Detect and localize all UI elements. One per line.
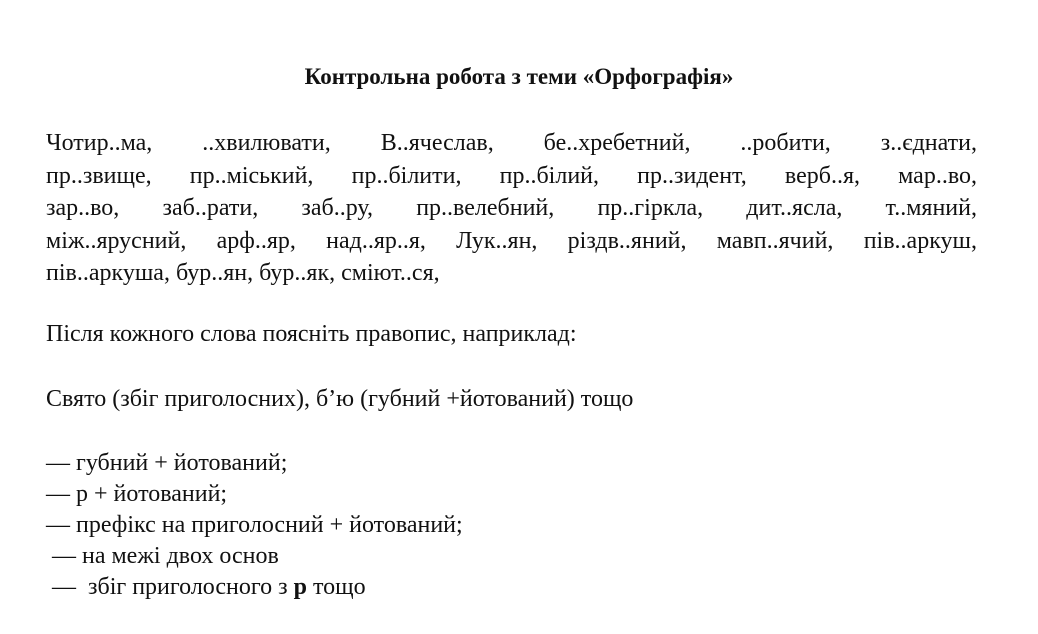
rule-item: — на межі двох основ — [52, 543, 279, 569]
rule-item-last — [46, 572, 463, 603]
rule-item: — префікс на приголосний + йотований; — [46, 512, 463, 538]
word-list — [46, 127, 977, 290]
rule-bold-letter: р — [293, 574, 307, 600]
document-title: Контрольна робота з теми «Орфографія» — [304, 64, 734, 89]
rule-item: — р + йотований; — [46, 481, 228, 507]
word-line: Чотир..ма, ..хвилювати, В..ячеслав, бе..хребетний, ..робити, з..єднати, — [46, 130, 977, 156]
word-line: між..ярусний, арф..яр, над..яр..я, Лук..ян, різдв..яний, мавп..ячий, пів..аркуш, — [46, 227, 977, 254]
instruction-text: Після кожного слова поясніть правопис, наприклад: — [46, 321, 577, 347]
rule-prefix: — збіг приголосного з — [52, 574, 294, 600]
example-text: Свято (збіг приголосних), б’ю (губний +йотований) тощо — [46, 386, 634, 412]
word-line: пр..звище, пр..міський, пр..білити, пр..білий, пр..зидент, верб..я, мар..во, — [46, 162, 977, 189]
word-line: зар..во, заб..рати, заб..ру, пр..велебний, пр..гіркла, дит..ясла, т..мяний, — [46, 195, 977, 221]
word-line: пів..аркуша, бур..ян, бур..як, сміют..ся, — [46, 260, 440, 286]
rules-list — [46, 448, 463, 603]
rule-item: — губний + йотований; — [46, 450, 288, 476]
rule-suffix: тощо — [306, 574, 366, 600]
